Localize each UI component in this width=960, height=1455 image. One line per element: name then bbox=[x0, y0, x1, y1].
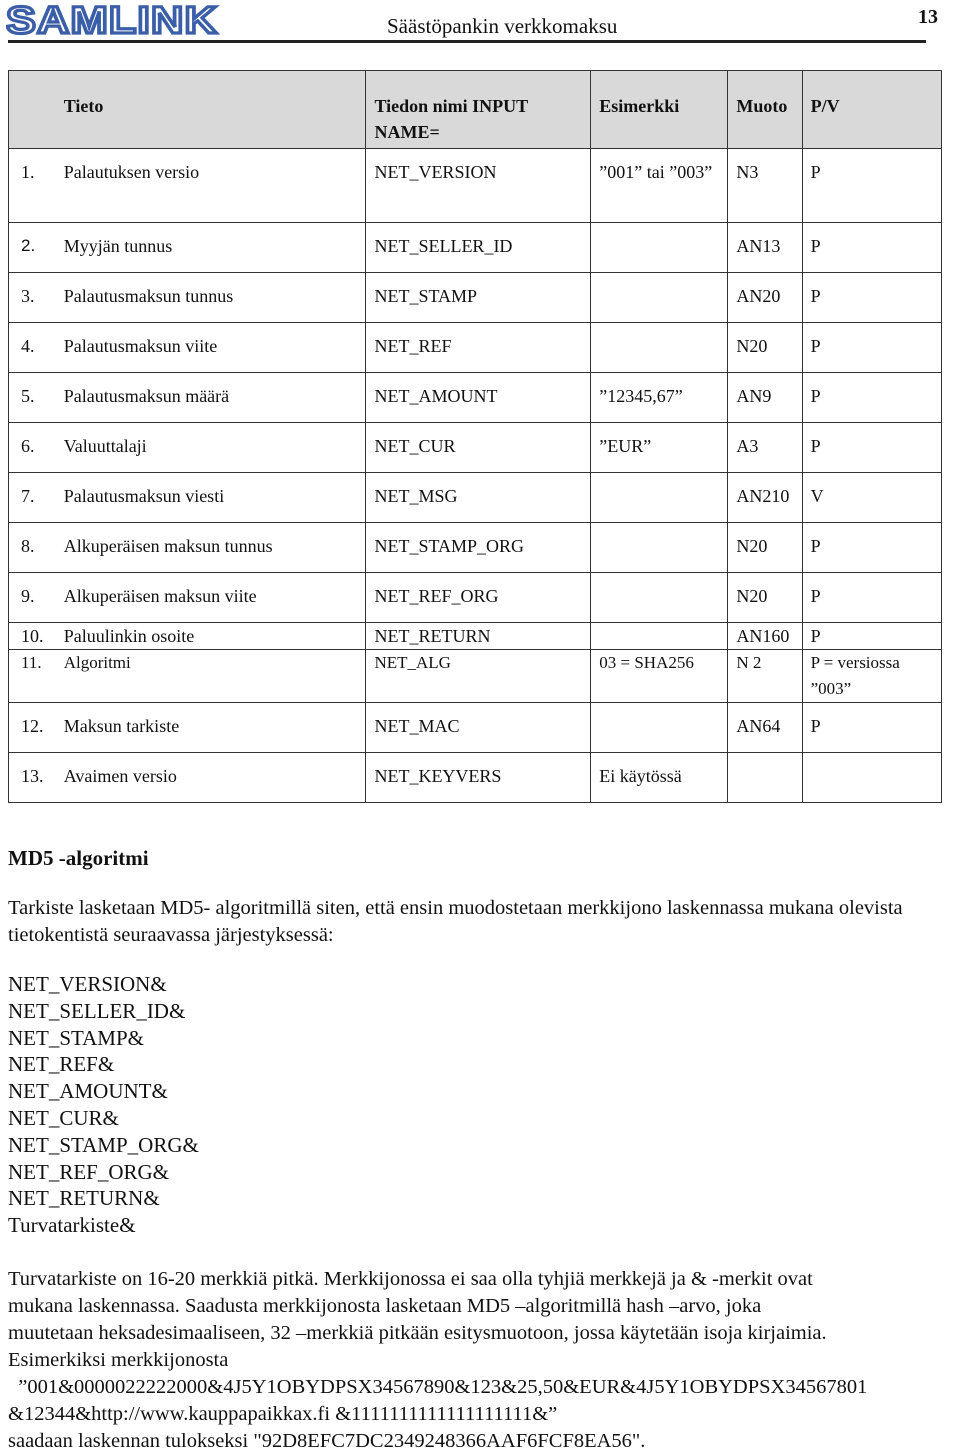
row-name: NET_VERSION bbox=[366, 149, 591, 223]
row-number: 13. bbox=[9, 753, 56, 803]
row-tieto: Palautusmaksun viite bbox=[56, 323, 366, 373]
row-pv: P bbox=[802, 423, 941, 473]
row-name: NET_RETURN bbox=[366, 623, 591, 650]
description-paragraph bbox=[8, 1266, 953, 1455]
row-number: 9. bbox=[9, 573, 56, 623]
samlink-logo bbox=[6, 2, 220, 38]
row-name: NET_SELLER_ID bbox=[366, 223, 591, 273]
row-tieto: Palautusmaksun viesti bbox=[56, 473, 366, 523]
row-number: 10. bbox=[9, 623, 56, 650]
header-format: Muoto bbox=[728, 71, 802, 149]
row-number: 6. bbox=[9, 423, 56, 473]
row-example: ”12345,67” bbox=[591, 373, 728, 423]
row-tieto: Palautuksen versio bbox=[56, 149, 366, 223]
row-format: N20 bbox=[728, 523, 802, 573]
row-name: NET_CUR bbox=[366, 423, 591, 473]
page-number: 13 bbox=[918, 6, 938, 28]
field-order-list bbox=[8, 971, 199, 1239]
header-example: Esimerkki bbox=[591, 71, 728, 149]
row-name: NET_STAMP_ORG bbox=[366, 523, 591, 573]
row-tieto: Alkuperäisen maksun tunnus bbox=[56, 523, 366, 573]
row-example: ”001” tai ”003” bbox=[591, 149, 728, 223]
table-row bbox=[9, 573, 942, 623]
row-tieto: Maksun tarkiste bbox=[56, 703, 366, 753]
row-pv: P bbox=[802, 703, 941, 753]
field-table bbox=[8, 70, 942, 803]
row-example bbox=[591, 703, 728, 753]
description-line: saadaan laskennan tulokseksi "92D8EFC7DC2349248366AAF6FCF8EA56". bbox=[8, 1430, 646, 1452]
row-example bbox=[591, 323, 728, 373]
table-row bbox=[9, 223, 942, 273]
row-number: 7. bbox=[9, 473, 56, 523]
row-example bbox=[591, 273, 728, 323]
row-tieto: Alkuperäisen maksun viite bbox=[56, 573, 366, 623]
section-title: MD5 -algoritmi bbox=[8, 846, 149, 870]
row-number: 4. bbox=[9, 323, 56, 373]
row-tieto: Myyjän tunnus bbox=[56, 223, 366, 273]
row-example bbox=[591, 573, 728, 623]
row-tieto: Avaimen versio bbox=[56, 753, 366, 803]
row-name: NET_MAC bbox=[366, 703, 591, 753]
header-num-cell bbox=[9, 71, 56, 149]
row-pv: P bbox=[802, 523, 941, 573]
table-row bbox=[9, 753, 942, 803]
row-format: N20 bbox=[728, 323, 802, 373]
table-row bbox=[9, 423, 942, 473]
list-item: NET_STAMP_ORG& bbox=[8, 1132, 199, 1157]
row-example bbox=[591, 473, 728, 523]
table-header-row bbox=[9, 71, 942, 149]
list-item: NET_SELLER_ID& bbox=[8, 998, 186, 1023]
header-pv: P/V bbox=[802, 71, 941, 149]
row-name: NET_STAMP bbox=[366, 273, 591, 323]
list-item: NET_RETURN& bbox=[8, 1186, 160, 1211]
row-tieto: Palautusmaksun tunnus bbox=[56, 273, 366, 323]
header-name: Tiedon nimi INPUT NAME= bbox=[366, 71, 591, 149]
list-item: NET_CUR& bbox=[8, 1105, 119, 1130]
row-format: AN210 bbox=[728, 473, 802, 523]
logo-text: SAMLINK bbox=[6, 2, 218, 38]
row-tieto: Valuuttalaji bbox=[56, 423, 366, 473]
table-row bbox=[9, 149, 942, 223]
table-row bbox=[9, 703, 942, 753]
list-item: NET_REF_ORG& bbox=[8, 1159, 170, 1184]
row-format: N3 bbox=[728, 149, 802, 223]
list-item: NET_VERSION& bbox=[8, 972, 167, 996]
row-example bbox=[591, 523, 728, 573]
row-format: AN160 bbox=[728, 623, 802, 650]
table-row bbox=[9, 623, 942, 650]
description-line: &12344&http://www.kauppapaikkax.fi &1111111111111111111&” bbox=[8, 1403, 558, 1425]
header-rule bbox=[8, 40, 926, 43]
row-pv: P bbox=[802, 273, 941, 323]
description-line: mukana laskennassa. Saadusta merkkijonosta lasketaan MD5 –algoritmillä hash –arvo, joka bbox=[8, 1295, 762, 1317]
list-item: NET_REF& bbox=[8, 1052, 115, 1077]
table-row bbox=[9, 373, 942, 423]
row-tieto: Palautusmaksun määrä bbox=[56, 373, 366, 423]
table-row bbox=[9, 473, 942, 523]
row-format: AN9 bbox=[728, 373, 802, 423]
row-number: 5. bbox=[9, 373, 56, 423]
row-pv: V bbox=[802, 473, 941, 523]
row-example bbox=[591, 623, 728, 650]
row-tieto: Algoritmi bbox=[56, 650, 366, 703]
row-format: AN20 bbox=[728, 273, 802, 323]
row-name: NET_MSG bbox=[366, 473, 591, 523]
row-number: 11. bbox=[9, 650, 56, 703]
row-pv: P = versiossa ”003” bbox=[802, 650, 941, 703]
row-pv: P bbox=[802, 149, 941, 223]
table-row bbox=[9, 273, 942, 323]
row-pv bbox=[802, 753, 941, 803]
row-pv: P bbox=[802, 323, 941, 373]
description-line: Turvatarkiste on 16-20 merkkiä pitkä. Merkkijonossa ei saa olla tyhjiä merkkejä ja & -merkit ovat bbox=[8, 1268, 813, 1290]
row-pv: P bbox=[802, 573, 941, 623]
document-title: Säästöpankin verkkomaksu bbox=[387, 14, 618, 38]
list-item: NET_STAMP& bbox=[8, 1025, 144, 1050]
row-name: NET_REF_ORG bbox=[366, 573, 591, 623]
description-line: ”001&0000022222000&4J5Y1OBYDPSX34567890&123&25,50&EUR&4J5Y1OBYDPSX34567801 bbox=[8, 1376, 868, 1398]
row-name: NET_ALG bbox=[366, 650, 591, 703]
description-line: Esimerkiksi merkkijonosta bbox=[8, 1349, 229, 1371]
row-example: Ei käytössä bbox=[591, 753, 728, 803]
list-item: NET_AMOUNT& bbox=[8, 1079, 168, 1104]
table-row bbox=[9, 650, 942, 703]
row-example: ”EUR” bbox=[591, 423, 728, 473]
list-item: Turvatarkiste& bbox=[8, 1213, 136, 1238]
row-format bbox=[728, 753, 802, 803]
row-example: 03 = SHA256 bbox=[591, 650, 728, 703]
row-number: 2. bbox=[9, 223, 56, 273]
table-row bbox=[9, 323, 942, 373]
row-format: AN13 bbox=[728, 223, 802, 273]
table-row bbox=[9, 523, 942, 573]
row-number: 1. bbox=[9, 149, 56, 223]
row-number: 3. bbox=[9, 273, 56, 323]
row-format: AN64 bbox=[728, 703, 802, 753]
row-name: NET_KEYVERS bbox=[366, 753, 591, 803]
row-name: NET_REF bbox=[366, 323, 591, 373]
row-format: N 2 bbox=[728, 650, 802, 703]
row-format: N20 bbox=[728, 573, 802, 623]
row-pv: P bbox=[802, 623, 941, 650]
intro-paragraph: Tarkiste lasketaan MD5- algoritmillä siten, että ensin muodostetaan merkkijono laskennassa mukana olevista tietokentistä seuraavassa järjestyksessä: bbox=[8, 897, 903, 946]
row-example bbox=[591, 223, 728, 273]
row-pv: P bbox=[802, 223, 941, 273]
row-pv: P bbox=[802, 373, 941, 423]
row-number: 12. bbox=[9, 703, 56, 753]
description-line: muutetaan heksadesimaaliseen, 32 –merkkiä pitkään esitysmuotoon, jossa käytetään isoja kirjaimia. bbox=[8, 1322, 827, 1344]
row-tieto: Paluulinkin osoite bbox=[56, 623, 366, 650]
row-name: NET_AMOUNT bbox=[366, 373, 591, 423]
row-format: A3 bbox=[728, 423, 802, 473]
row-number: 8. bbox=[9, 523, 56, 573]
header-tieto: Tieto bbox=[56, 71, 366, 149]
